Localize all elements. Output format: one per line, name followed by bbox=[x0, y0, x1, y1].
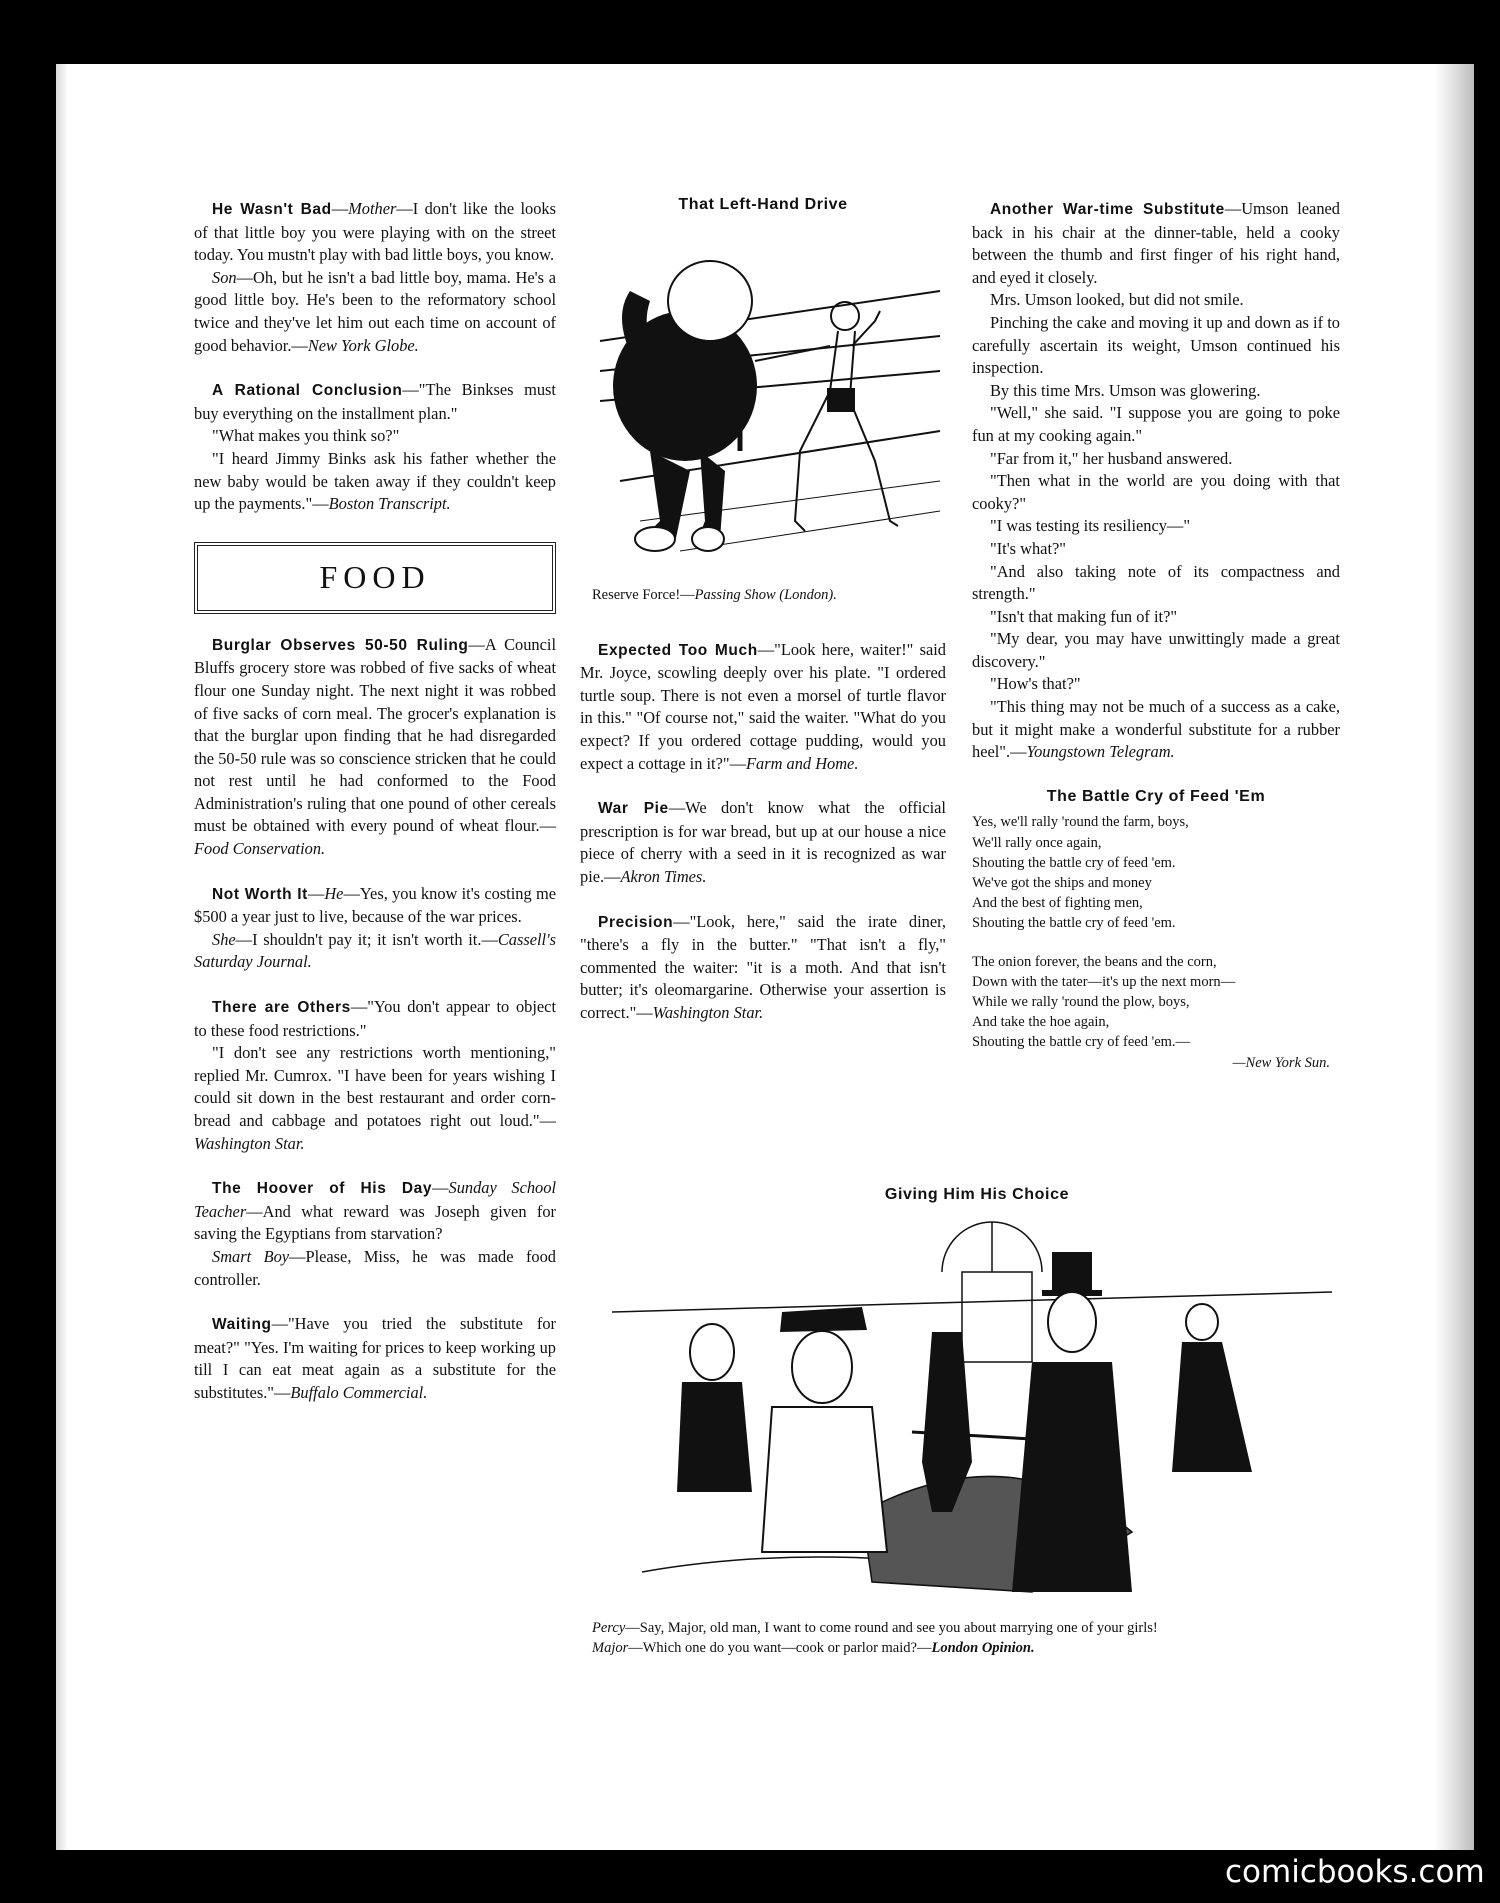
page-binding-shadow bbox=[56, 64, 68, 1850]
dialogue-line: "How's that?" bbox=[990, 674, 1081, 694]
cartoon-title: That Left-Hand Drive bbox=[678, 196, 848, 213]
page-edge bbox=[1434, 64, 1474, 1850]
joke-war-pie: War Pie—We don't know what the official prescription is for war bread, but up at our house a nice piece of cherry with a seed in it is recognized as war pie.—Akron Times. bbox=[580, 798, 946, 886]
joke-paragraph: "I heard Jimmy Binks ask his father whether the new baby would be taken away if they couldn't keep up the payments."—Boston Transcript. bbox=[194, 448, 556, 514]
boxing-cartoon-illustration bbox=[580, 221, 946, 581]
dialogue-line: "This thing may not be much of a success as a cake, but it might make a wonderful substitute for a rubber heel".—Youngstown Telegram. bbox=[972, 697, 1340, 762]
joke-not-worth-it: Not Worth It—He—Yes, you know it's costing me $500 a year just to live, because of the war prices. bbox=[194, 883, 556, 927]
dialogue-line: "Isn't that making fun of it?" bbox=[990, 606, 1178, 626]
column-middle bbox=[580, 194, 946, 1025]
dialogue-line: "Then what in the world are you doing with that cooky?" bbox=[972, 471, 1340, 513]
site-watermark: comicbooks.com bbox=[1225, 1854, 1485, 1890]
poem-source: —New York Sun. bbox=[1232, 1054, 1330, 1071]
cartoon-caption: Reserve Force!—Passing Show (London). bbox=[592, 586, 837, 603]
cartoon-caption-percy: Percy—Say, Major, old man, I want to come round and see you about marrying one of your girls! bbox=[592, 1620, 1158, 1636]
poem-title: The Battle Cry of Feed 'Em bbox=[1046, 787, 1266, 805]
joke-he-wasnt-bad: He Wasn't Bad—Mother—I don't like the looks of that little boy you were playing with on the street today. You mustn't play with bad little boys, you know. bbox=[194, 199, 557, 265]
column-right bbox=[972, 198, 1340, 1073]
magazine-page bbox=[56, 64, 1474, 1850]
dialogue-line: "It's what?" bbox=[990, 538, 1066, 558]
joke-expected-too-much: Expected Too Much—"Look here, waiter!" said Mr. Joyce, scowling deeply over his plate. "I ordered turtle soup. There is not even a morsel of turtle flavor in this." "Of course not," said the waiter. "What do you expect? If you ordered cottage pudding, would you expect a cottage in it?"—Farm and Home. bbox=[580, 639, 947, 773]
dialogue-line: "Well," she said. "I suppose you are going to poke fun at my cooking again." bbox=[972, 403, 1340, 445]
section-heading-food: FOOD bbox=[194, 542, 556, 614]
dialogue-line: "My dear, you may have unwittingly made a great discovery." bbox=[972, 629, 1340, 671]
column-left bbox=[194, 198, 556, 1405]
dialogue-line: Mrs. Umson looked, but did not smile. bbox=[990, 290, 1244, 310]
joke-rational-conclusion: A Rational Conclusion—"The Binkses must buy everything on the installment plan." bbox=[194, 380, 556, 423]
poem-stanza-2: The onion forever, the beans and the corn, Down with the tater—it's up the next morn— While we rally 'round the plow, boys, And take the hoe again, Shouting the battle cry of feed 'em.— —New York Sun. bbox=[972, 952, 1340, 1073]
joke-paragraph: "What makes you think so?" bbox=[212, 426, 400, 446]
joke-paragraph: Smart Boy—Please, Miss, he was made food controller. bbox=[194, 1246, 556, 1289]
cartoon-title: Giving Him His Choice bbox=[884, 1186, 1070, 1203]
joke-burglar: Burglar Observes 50-50 Ruling—A Council Bluffs grocery store was robbed of five sacks of wheat flour one Sunday night. The next night it was robbed of five sacks of corn meal. The grocer's explanation is that the burglar upon finding that he had disregarded the 50-50 rule was so conscience stricken that he could not rest until he had conformed to the Food Administration's ruling that one pound of other cereals must be obtained with every pound of wheat flour.—Food Conservation. bbox=[194, 634, 557, 859]
dialogue-line: "Far from it," her husband answered. bbox=[990, 448, 1233, 468]
joke-hoover: The Hoover of His Day—Sunday School Teacher—And what reward was Joseph given for saving the Egyptians from starvation? bbox=[194, 1178, 556, 1244]
dialogue-line: Pinching the cake and moving it up and down as if to carefully ascertain its weight, Umson continued his inspection. bbox=[972, 312, 1340, 378]
joke-paragraph: She—I shouldn't pay it; it isn't worth it.—Cassell's Saturday Journal. bbox=[194, 929, 556, 972]
joke-paragraph: Son—Oh, but he isn't a bad little boy, mama. He's a good little boy. He's been to the reformatory school twice and they've let him out each time on account of good behavior.—New York Globe. bbox=[194, 267, 556, 355]
joke-waiting: Waiting—"Have you tried the substitute for meat?" "Yes. I'm waiting for prices to keep working up till I can eat meat again as a substitute for the substitutes."—Buffalo Commercial. bbox=[194, 1314, 556, 1402]
cartoon-caption-major: Major—Which one do you want—cook or parlor maid?—London Opinion. bbox=[592, 1640, 1035, 1656]
joke-another-substitute: Another War-time Substitute—Umson leaned back in his chair at the dinner-table, held a cooky between the thumb and first finger of his right hand, and eyed it closely. bbox=[972, 199, 1340, 287]
dialogue-line: By this time Mrs. Umson was glowering. bbox=[990, 380, 1261, 400]
bottom-cartoon bbox=[592, 1186, 1352, 1658]
joke-there-are-others: There are Others—"You don't appear to object to these food restrictions." bbox=[194, 997, 557, 1040]
giving-him-his-choice-illustration bbox=[612, 1212, 1332, 1612]
dialogue-line: "And also taking note of its compactness and strength." bbox=[972, 561, 1340, 604]
dialogue-line: "I was testing its resiliency—" bbox=[990, 516, 1191, 536]
poem-stanza-1: Yes, we'll rally 'round the farm, boys, We'll rally once again, Shouting the battle cry of feed 'em. We've got the ships and money And the best of fighting men, Shouting the battle cry of feed 'em. bbox=[972, 814, 1189, 932]
joke-precision: Precision—"Look, here," said the irate diner, "there's a fly in the butter." "That isn't a fly," commented the waiter: "it is a moth. And that isn't butter; it's oleomargarine. Otherwise your assertion is correct."—Washington Star. bbox=[580, 911, 946, 1022]
joke-paragraph: "I don't see any restrictions worth mentioning," replied Mr. Cumrox. "I have been for years wishing I could sit down in the best restaurant and order corn-bread and cabbage and potatoes right out loud."—Washington Star. bbox=[194, 1043, 556, 1153]
